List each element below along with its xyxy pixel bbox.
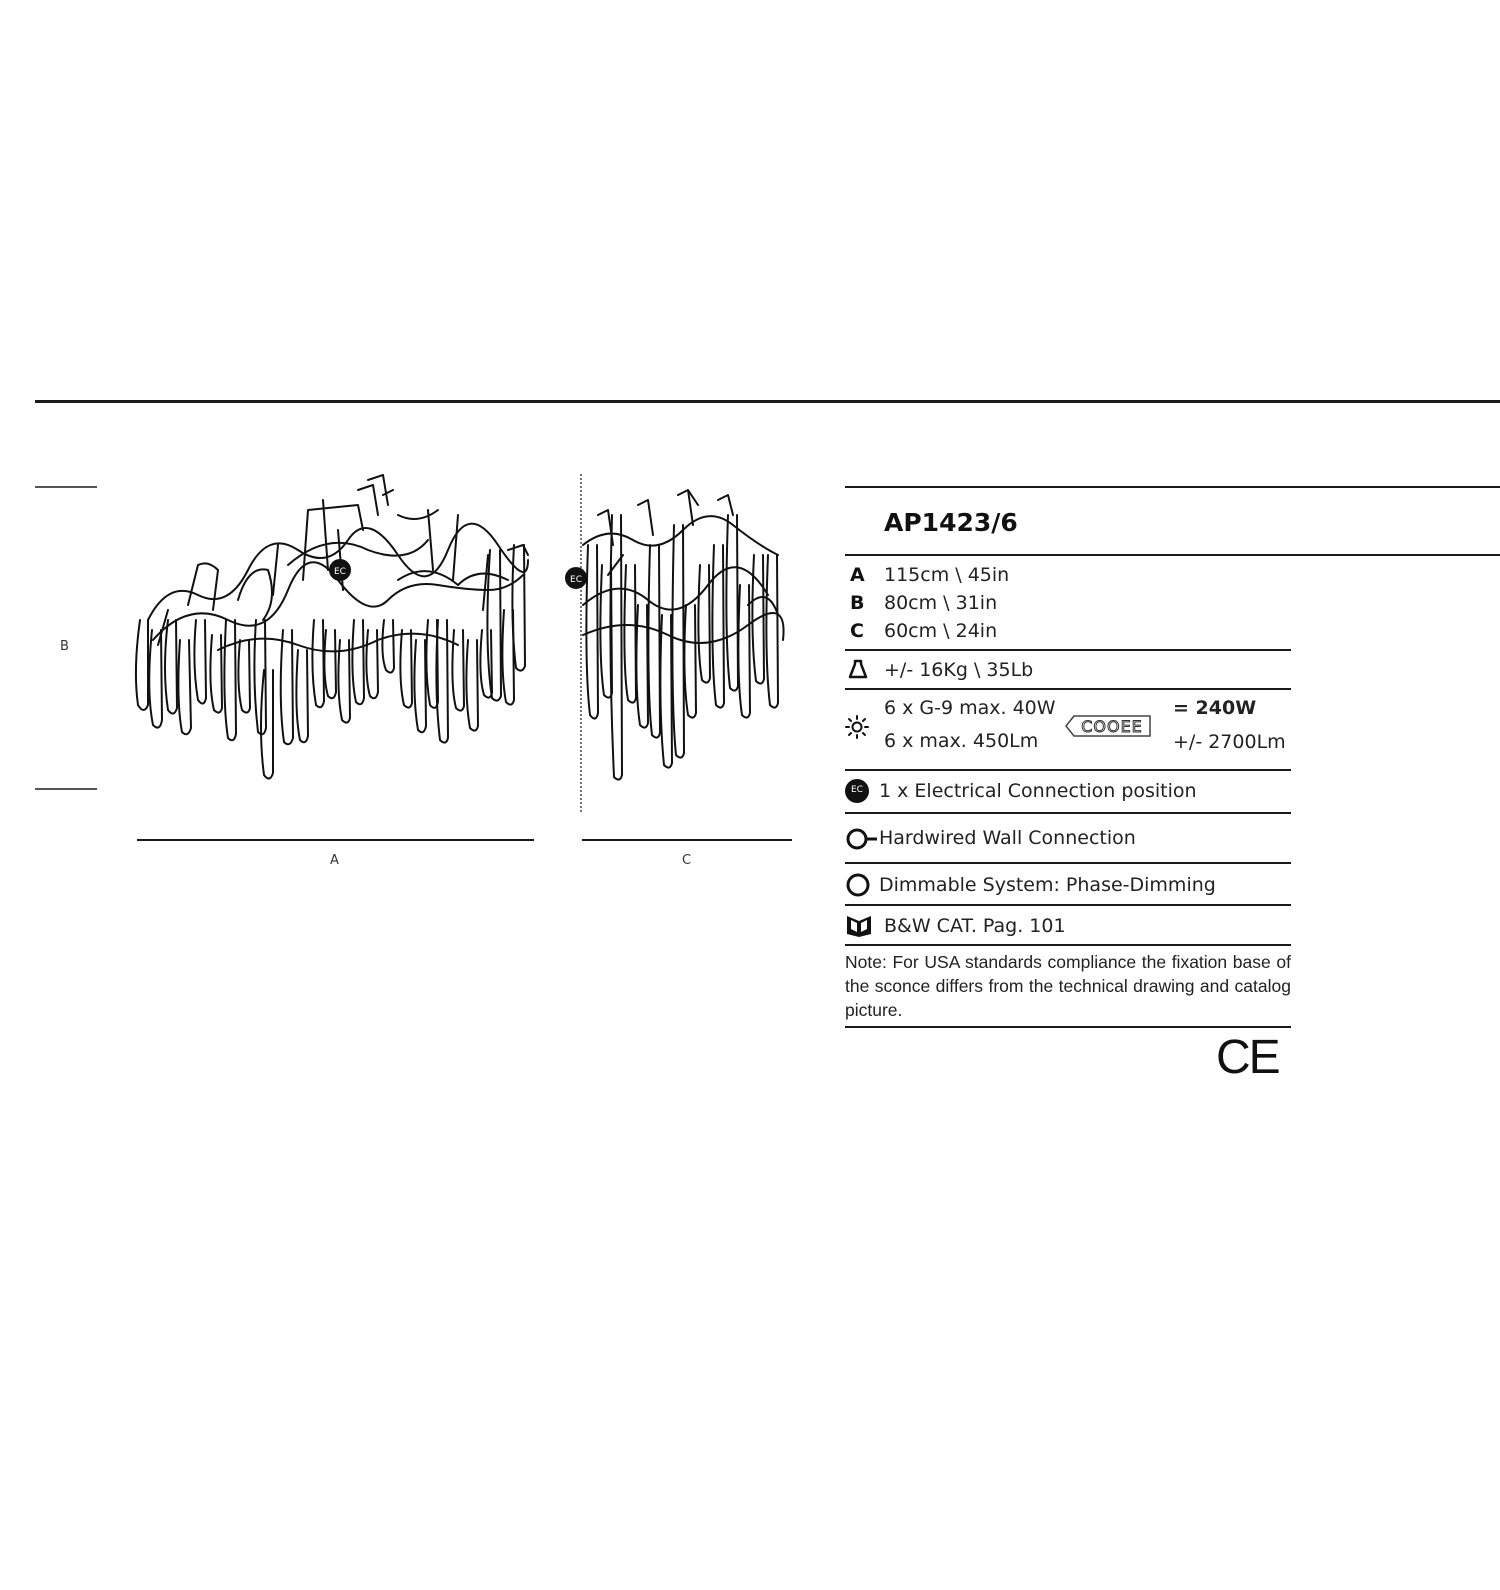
catalog-book-icon <box>845 912 873 938</box>
ec-marker-side-label: EC <box>570 575 582 585</box>
dim-value-b: 80cm \ 31in <box>884 592 998 614</box>
ec-marker-front-label: EC <box>334 567 346 577</box>
catalog-reference: B&W CAT. Pag. 101 <box>884 915 1066 937</box>
total-power: = 240W <box>1173 697 1257 719</box>
spec-rule-5 <box>845 862 1291 864</box>
spec-rule-6 <box>845 904 1291 906</box>
spec-top-rule <box>845 486 1500 488</box>
side-view-drawing <box>570 485 798 795</box>
top-divider <box>35 400 1500 403</box>
spec-rule-7 <box>845 944 1291 946</box>
height-guide-top <box>35 486 97 488</box>
weight-value: +/- 16Kg \ 35Lb <box>884 659 1034 681</box>
width-guide-c <box>582 839 792 841</box>
dimming-system: Dimmable System: Phase-Dimming <box>879 874 1216 896</box>
spec-rule-3 <box>845 769 1291 771</box>
ec-icon-label: EC <box>851 785 863 795</box>
height-guide-bottom <box>35 788 97 790</box>
spec-title-rule <box>845 554 1500 556</box>
g9-bulb-icon <box>1064 711 1156 741</box>
ec-icon <box>845 779 869 803</box>
spec-rule-2 <box>845 688 1291 690</box>
lumen-spec: 6 x max. 450Lm <box>884 730 1039 752</box>
spec-rule-8 <box>845 1026 1291 1028</box>
dimension-label-a: A <box>330 853 339 868</box>
dim-letter-c: C <box>850 620 864 642</box>
hardwired-connection-icon <box>845 826 879 852</box>
dimension-label-c: C <box>682 853 692 868</box>
light-bulb-icon <box>844 714 870 740</box>
dimension-label-b: B <box>60 639 69 654</box>
dim-letter-a: A <box>850 564 865 586</box>
dim-value-c: 60cm \ 24in <box>884 620 998 642</box>
width-guide-a <box>137 839 534 841</box>
g9-bulb-icon-label: COOEE <box>1081 717 1143 736</box>
front-view-drawing <box>128 470 548 800</box>
usa-compliance-note: Note: For USA standards compliance the fixation base of the sconce differs from the technical drawing and catalog picture. <box>845 952 1291 1020</box>
dimmable-icon <box>845 872 871 898</box>
dim-letter-b: B <box>850 592 865 614</box>
electrical-connection: 1 x Electrical Connection position <box>879 780 1197 802</box>
ce-mark: CE <box>1216 1031 1279 1084</box>
wall-connection: Hardwired Wall Connection <box>879 827 1136 849</box>
dim-value-a: 115cm \ 45in <box>884 564 1010 586</box>
lamp-spec: 6 x G-9 max. 40W <box>884 697 1056 719</box>
total-lumens: +/- 2700Lm <box>1173 731 1286 753</box>
weight-icon <box>847 658 869 680</box>
spec-rule-4 <box>845 812 1291 814</box>
model-title: AP1423/6 <box>884 508 1018 537</box>
spec-rule-1 <box>845 649 1291 651</box>
side-view-drops <box>586 515 778 780</box>
